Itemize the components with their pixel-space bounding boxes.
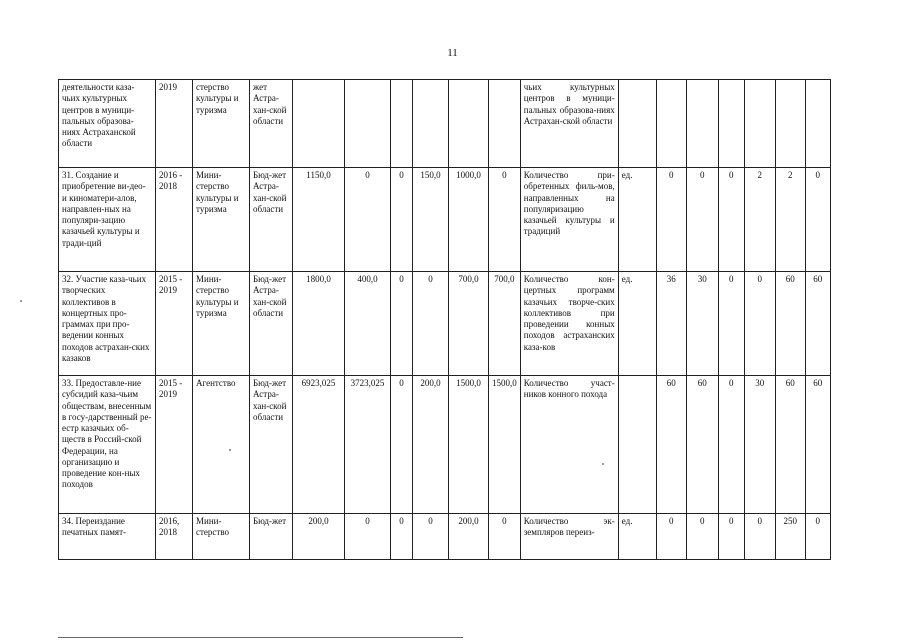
cell-amount-2017: 150,0 — [413, 168, 449, 272]
scan-speck — [602, 463, 604, 465]
cell-funding-source: жет Астра-хан-ской области — [250, 80, 293, 168]
cell-unit: ед. — [618, 272, 656, 376]
cell-indicator-name: чьих культурных центров в муници-пальных образова-ниях Астрахан-ской области — [520, 80, 618, 168]
page-number: 11 — [447, 47, 458, 59]
footnote-divider — [58, 637, 463, 638]
cell-value-2018: 60 — [775, 376, 805, 514]
cell-executor: Мини-стерство культуры и туризма — [193, 168, 250, 272]
cell-funding-source: Бюд-жет Астра-хан-ской области — [250, 376, 293, 514]
cell-amount-2017: 0 — [413, 514, 449, 560]
cell-value-2016 — [718, 80, 744, 168]
cell-value-2018: 250 — [775, 514, 805, 560]
cell-amount-2016: 0 — [391, 376, 413, 514]
table-body — [59, 80, 831, 560]
cell-amount-2018: 1000,0 — [449, 168, 489, 272]
cell-period: 2015 - 2019 — [156, 272, 193, 376]
cell-value-2014: 0 — [656, 168, 686, 272]
cell-amount-2019: 1500,0 — [489, 376, 521, 514]
cell-amount-2016 — [391, 80, 413, 168]
cell-total-amount: 6923,025 — [293, 376, 345, 514]
cell-unit — [618, 376, 656, 514]
cell-value-2016: 0 — [718, 376, 744, 514]
cell-amount-2018 — [449, 80, 489, 168]
cell-value-2015 — [686, 80, 718, 168]
cell-total-amount: 1150,0 — [293, 168, 345, 272]
cell-period: 2016 - 2018 — [156, 168, 193, 272]
cell-period: 2019 — [156, 80, 193, 168]
cell-indicator-name: Количество кон-цертных программ казачьих творче-ских коллективов при проведении конных походов астраханских каза-ков — [520, 272, 618, 376]
cell-value-2016: 0 — [718, 168, 744, 272]
cell-value-2017: 30 — [744, 376, 775, 514]
cell-amount-2018: 1500,0 — [449, 376, 489, 514]
cell-amount-2017: 200,0 — [413, 376, 449, 514]
cell-funding-source: Бюд-жет — [250, 514, 293, 560]
cell-value-2016: 0 — [718, 514, 744, 560]
cell-period: 2015 - 2019 — [156, 376, 193, 514]
cell-value-2019: 60 — [805, 272, 830, 376]
cell-amount-2019: 700,0 — [489, 272, 521, 376]
cell-amount-2016: 0 — [391, 272, 413, 376]
scan-speck — [20, 300, 22, 302]
cell-amount-2015: 3723,025 — [345, 376, 391, 514]
cell-amount-2019: 0 — [489, 514, 521, 560]
cell-executor: Мини-стерство культуры и туризма — [193, 272, 250, 376]
cell-total-amount — [293, 80, 345, 168]
cell-amount-2018: 700,0 — [449, 272, 489, 376]
table-row — [59, 514, 831, 560]
cell-event-name: деятельности каза-чьих культурных центров в муници-пальных образова-ниях Астраханской области — [59, 80, 156, 168]
cell-value-2014: 0 — [656, 514, 686, 560]
cell-funding-source: Бюд-жет Астра-хан-ской области — [250, 168, 293, 272]
cell-value-2018: 60 — [775, 272, 805, 376]
cell-period: 2016, 2018 — [156, 514, 193, 560]
cell-amount-2017 — [413, 80, 449, 168]
cell-value-2019: 60 — [805, 376, 830, 514]
cell-value-2015: 0 — [686, 168, 718, 272]
cell-amount-2019 — [489, 80, 521, 168]
cell-value-2014: 36 — [656, 272, 686, 376]
cell-amount-2017: 0 — [413, 272, 449, 376]
table-row — [59, 376, 831, 514]
cell-indicator-name: Количество участ-ников конного похода — [520, 376, 618, 514]
cell-value-2019: 0 — [805, 514, 830, 560]
cell-value-2014: 60 — [656, 376, 686, 514]
cell-amount-2015: 0 — [345, 514, 391, 560]
cell-amount-2015 — [345, 80, 391, 168]
cell-amount-2016: 0 — [391, 514, 413, 560]
cell-unit: ед. — [618, 514, 656, 560]
cell-value-2019 — [805, 80, 830, 168]
cell-indicator-name: Количество эк-земпляров переиз- — [520, 514, 618, 560]
cell-value-2016: 0 — [718, 272, 744, 376]
cell-event-name: 31. Создание и приобретение ви-део- и киноматери-алов, направлен-ных на популяри-зацию казачьей культуры и тради-ций — [59, 168, 156, 272]
cell-executor: Мини-стерство — [193, 514, 250, 560]
cell-value-2017 — [744, 80, 775, 168]
cell-total-amount: 200,0 — [293, 514, 345, 560]
table-row — [59, 168, 831, 272]
cell-event-name: 34. Переиздание печатных памят- — [59, 514, 156, 560]
cell-executor: стерство культуры и туризма — [193, 80, 250, 168]
cell-amount-2019: 0 — [489, 168, 521, 272]
program-table — [58, 79, 831, 560]
cell-unit: ед. — [618, 168, 656, 272]
cell-value-2018 — [775, 80, 805, 168]
cell-executor: Агентство — [193, 376, 250, 514]
cell-value-2019: 0 — [805, 168, 830, 272]
cell-value-2014 — [656, 80, 686, 168]
cell-funding-source: Бюд-жет Астра-хан-ской области — [250, 272, 293, 376]
cell-value-2017: 2 — [744, 168, 775, 272]
cell-total-amount: 1800,0 — [293, 272, 345, 376]
cell-value-2015: 30 — [686, 272, 718, 376]
cell-value-2017: 0 — [744, 272, 775, 376]
cell-value-2015: 60 — [686, 376, 718, 514]
cell-value-2015: 0 — [686, 514, 718, 560]
cell-amount-2015: 400,0 — [345, 272, 391, 376]
cell-amount-2016: 0 — [391, 168, 413, 272]
cell-event-name: 32. Участие каза-чьих творческих коллективов в концертных про-граммах при про-ведении конных походов астрахан-ских казаков — [59, 272, 156, 376]
table-row — [59, 80, 831, 168]
cell-indicator-name: Количество при-обретенных филь-мов, направленных на популяризацию казачьей культуры и традиций — [520, 168, 618, 272]
cell-value-2018: 2 — [775, 168, 805, 272]
cell-amount-2015: 0 — [345, 168, 391, 272]
cell-amount-2018: 200,0 — [449, 514, 489, 560]
cell-unit — [618, 80, 656, 168]
cell-event-name: 33. Предоставле-ние субсидий каза-чьим обществам, внесенным в госу-дарственный ре-естр казачьих об-ществ в Россий-ской Федерации, на организацию и проведение кон-ных походов — [59, 376, 156, 514]
table-row — [59, 272, 831, 376]
scan-speck — [229, 449, 231, 451]
cell-value-2017: 0 — [744, 514, 775, 560]
